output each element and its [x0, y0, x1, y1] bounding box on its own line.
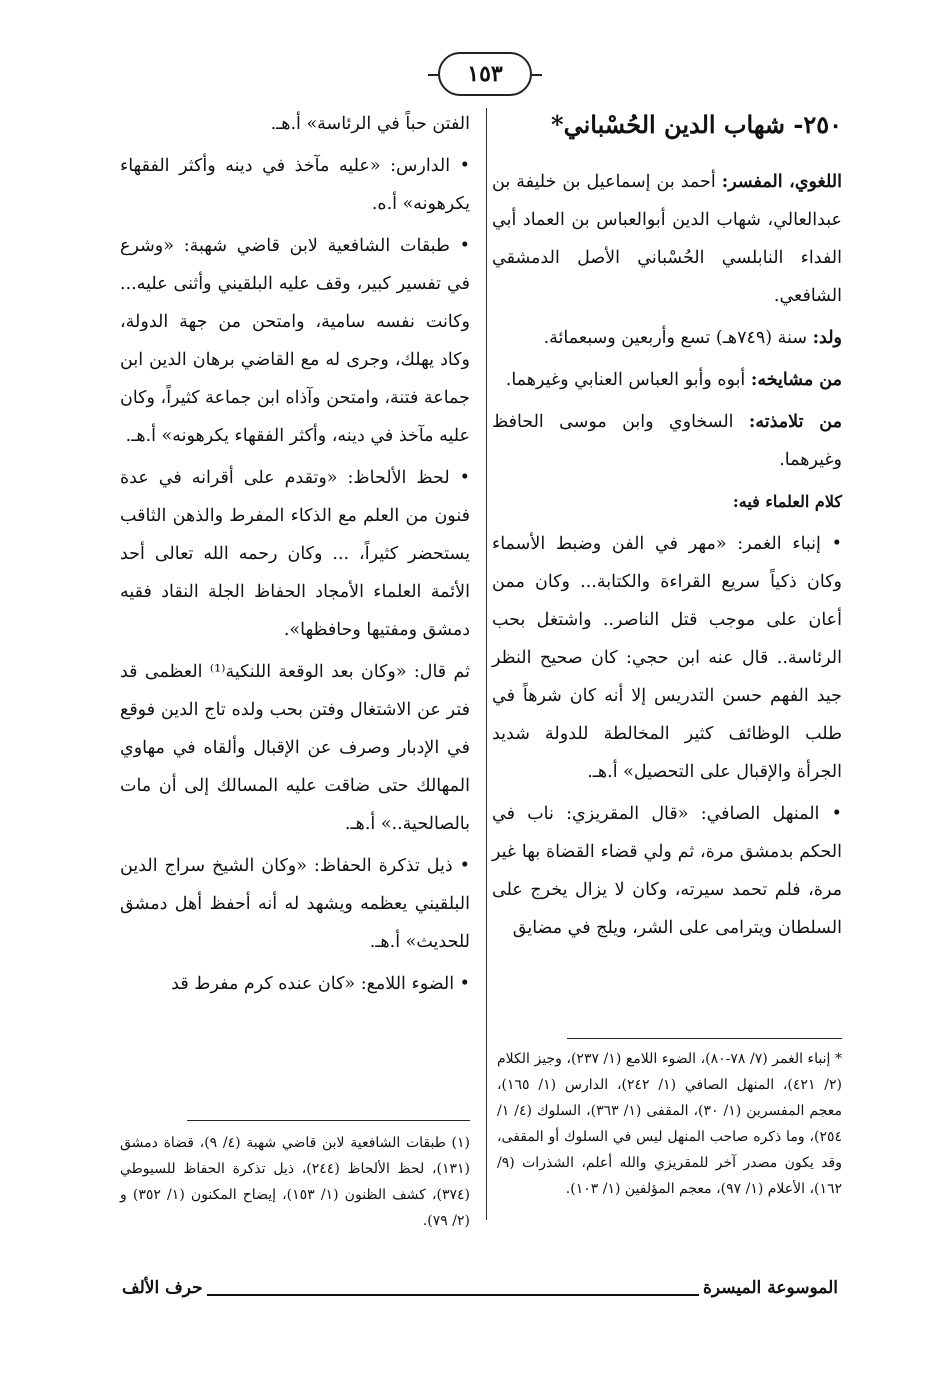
- footnote-rule-left: [187, 1120, 470, 1121]
- footer-section: حرف الألف: [118, 1278, 207, 1298]
- quote-thumma: ثم قال: «وكان بعد الوقعة اللنكية⁽¹⁾ العظمى قد فتر عن الاشتغال وفتن بحب ولده تاج الدين فوقع في الإدبار وصرف عن الإقبال وألقاه في مهاوي المهالك حتى ضاقت عليه المسالك إلى أن مات بالصالحية..» أ.هـ.: [120, 662, 470, 834]
- quote-daris: • الدارس: «عليه مآخذ في دينه وأكثر الفقهاء يكرهونه» أ.ه.: [120, 156, 470, 214]
- footnote-1: (١) طبقات الشافعية لابن قاضي شهبة (٤/ ٩)، قضاة دمشق (١٣١)، لحظ الألحاظ (٢٤٤)، ذيل تذكرة الحفاظ للسيوطي (٣٧٤)، كشف الظنون (١/ ١٥٣)، إيضاح المكنون (١/ ٣٥٢) و (٢/ ٧٩).: [120, 1135, 470, 1229]
- quote-lahz: • لحظ الألحاظ: «وتقدم على أقرانه في عدة فنون من العلم مع الذكاء المفرط والذهن الثاقب يستحضر كثيراً، ... وكان رحمه الله تعالى أحد الأئمة العلماء الأمجاد الحفاظ الجلة النقاد فقيه دمشق ومفتيها وحافظها».: [120, 468, 470, 640]
- quote-manhal: • المنهل الصافي: «قال المقريزي: ناب في الحكم بدمشق مرة، ثم ولي قضاء القضاة بها غير مرة، فلم تحمد سيرته، وكان لا يزال يخرج على السلطان ويترامى على الشر، ويلج في مضايق: [492, 804, 842, 938]
- page-number: [438, 52, 532, 96]
- footnote-sources: * إنباء الغمر (٧/ ٧٨-٨٠)، الضوء اللامع (١/ ٢٣٧)، وجيز الكلام (٢/ ٤٢١)، المنهل الصافي (١/ ٢٤٢)، الدارس (١/ ١٦٥)، معجم المفسرين (١/ ٣٠)، المقفى (١/ ٣٦٣)، السلوك (٤/ ١/ ٢٥٤)، وما ذكره صاحب المنهل ليس في السلوك أو المقفى، وقد يكون مصدر آخر للمقريزي والله أعلم، الشذرات (٩/ ١٦٢)، الأعلام (١/ ٩٧)، معجم المؤلفين (١/ ١٠٣).: [497, 1051, 843, 1197]
- left-column: [120, 105, 470, 1007]
- footer-book-title: الموسوعة الميسرة: [699, 1278, 842, 1298]
- quote-inbaa: • إنباء الغمر: «مهر في الفن وضبط الأسماء وكان ذكياً سريع القراءة والكتابة... وكان ممن أعان على موجب قتل الناصر.. واشتغل بحب الرئاسة.. قال عنه ابن حجي: كان صحيح النظر جيد الفهم حسن التدريس إلا أنه كان شرهاً في طلب الوظائف كثير المخالطة للدولة شديد الجرأة والإقبال على التحصيل» أ.هـ.: [492, 534, 842, 782]
- students-label: من تلامذته:: [748, 412, 842, 432]
- birth-text: سنة (٧٤٩هـ) تسع وأربعين وسبعمائة.: [543, 328, 807, 348]
- teachers-text: أبوه وأبو العباس العنابي وغيرهما.: [505, 370, 746, 390]
- scholars-heading: كلام العلماء فيه:: [732, 492, 842, 511]
- footnote-rule-right: [567, 1038, 842, 1039]
- intro-paragraph: [492, 163, 842, 315]
- quote-dhayl: • ذيل تذكرة الحفاظ: «وكان الشيخ سراج الدين البلقيني يعظمه ويشهد له أنه أحفظ أهل دمشق للحديث» أ.هـ.: [120, 856, 470, 952]
- intro-text: أحمد بن إسماعيل بن خليفة بن عبدالعالي، شهاب الدين أبوالعباس بن العماد أبي الفداء النابلسي الحُسْباني الأصل الدمشقي الشافعي.: [492, 172, 842, 306]
- entry-title: ٢٥٠- شهاب الدين الحُسْباني*: [551, 110, 842, 139]
- quote-tabaqat: • طبقات الشافعية لابن قاضي شهبة: «وشرع في تفسير كبير، وقف عليه البلقيني وأثنى عليه... وكانت نفسه سامية، وامتحن من جهة الدولة، وكاد يهلك، وجرى له مع القاضي برهان الدين ابن جماعة فتنة، وامتحن وآذاه ابن جماعة كثيراً، وكان عليه مآخذ في دينه، وأكثر الفقهاء يكرهونه» أ.هـ.: [120, 236, 470, 446]
- quote-daw: • الضوء اللامع: «كان عنده كرم مفرط قد: [171, 974, 470, 994]
- right-column: [492, 105, 842, 951]
- intro-label: اللغوي، المفسر:: [721, 172, 842, 192]
- page-number-text: ١٥٣: [467, 61, 503, 87]
- birth-paragraph: [492, 319, 842, 357]
- continued-text: الفتن حباً في الرئاسة» أ.هـ.: [270, 114, 470, 134]
- teachers-label: من مشايخه:: [750, 370, 842, 390]
- column-divider: [486, 108, 487, 1220]
- students-paragraph: [492, 403, 842, 479]
- students-text: السخاوي وابن موسى الحافظ وغيرهما.: [492, 412, 842, 470]
- birth-label: ولد:: [812, 328, 842, 348]
- teachers-paragraph: [492, 361, 842, 399]
